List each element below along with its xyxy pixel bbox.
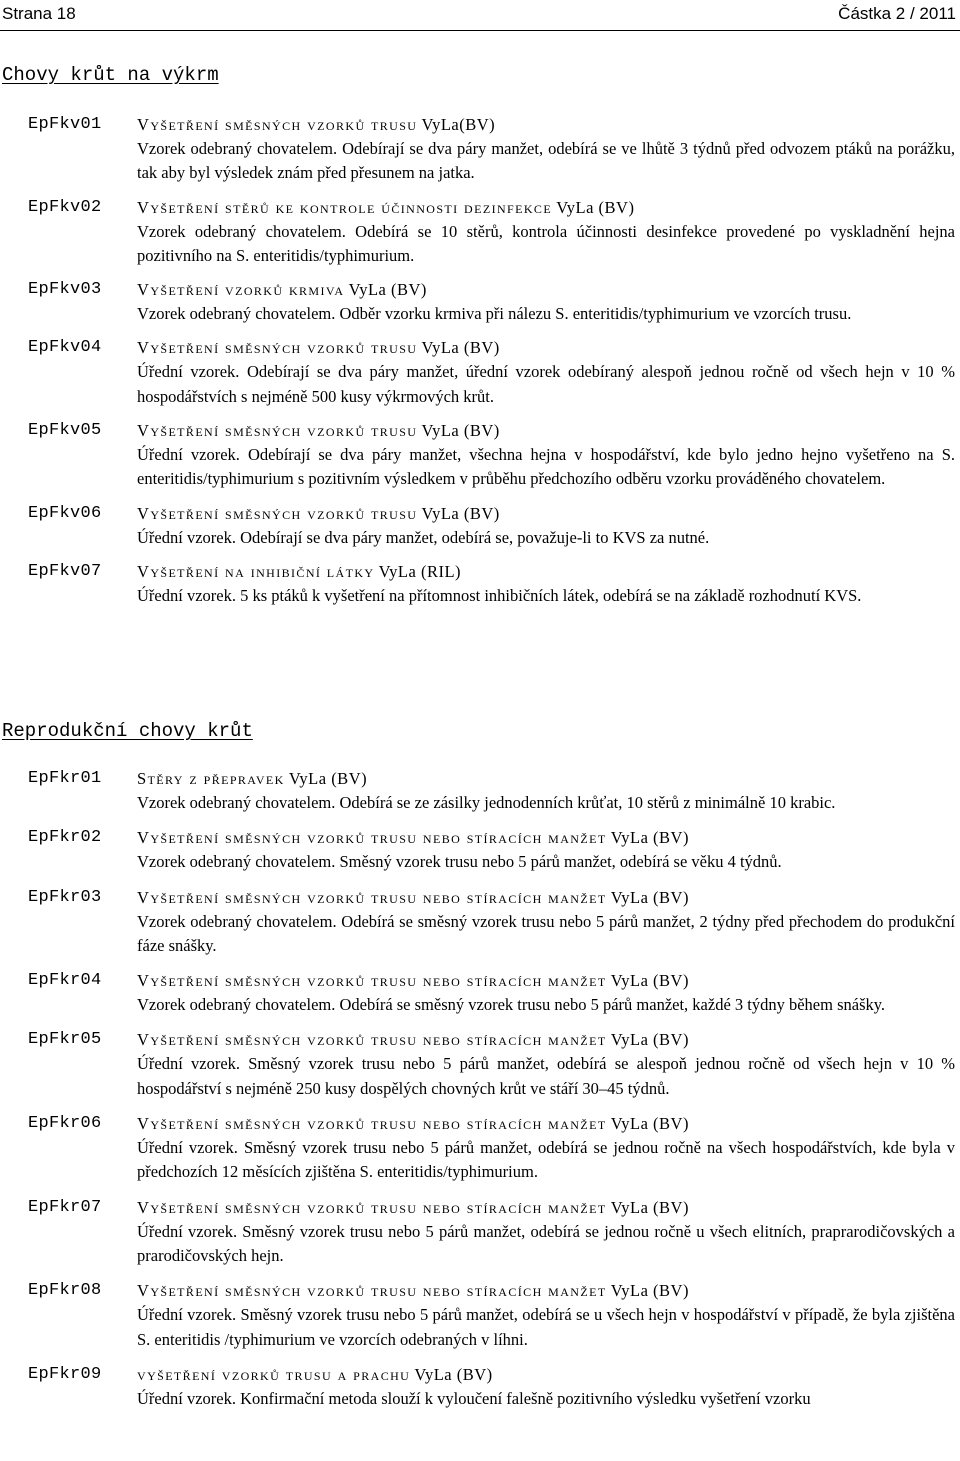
entry-heading [137,826,955,850]
entry-row [0,113,960,186]
entry-code: EpFkv05 [28,421,102,441]
lab-code: VyLa (BV) [610,828,689,848]
entry-heading [137,560,955,584]
entry-body [137,1196,955,1269]
entry-code: EpFkv02 [28,197,102,217]
entry-row [0,886,960,959]
entry-row [0,196,960,269]
entry-row [0,767,960,815]
entry-description: Vzorek odebraný chovatelem. Odebírá se 10 stěrů, kontrola účinnosti desinfekce provedené po vyskladnění hejna pozitivního na S. enteritidis/typhimurium. [137,221,955,265]
entry-body [137,1028,955,1101]
lab-code: VyLa(BV) [421,115,496,134]
entry-description: Úřední vzorek. Odebírají se dva páry manžet, odebírá se, považuje-li to KVS za nutné. [137,527,710,547]
page-number: Strana 18 [2,4,76,23]
examination-title: Vyšetření směsných vzorků trusu [137,421,418,441]
lab-code: VyLa (BV) [348,280,427,300]
entry-code: EpFkr08 [28,1281,102,1301]
entry-row [0,969,960,1017]
section-title-vykrm: Chovy krůt na výkrm [2,64,219,86]
entry-row [0,336,960,409]
entry-heading [137,1363,955,1387]
entry-body [137,826,955,874]
examination-title: vyšetření vzorků trusu a prachu [137,1364,411,1384]
entry-description: Úřední vzorek. Směsný vzorek trusu nebo 5 párů manžet, odebírá se jednou ročně u všech elitních, praprarodičovských a prarodičovských hejn. [137,1221,955,1265]
entry-code: EpFkr07 [28,1197,102,1217]
entry-code: EpFkr02 [28,828,102,848]
entry-code: EpFkv07 [28,561,102,581]
entry-body [137,419,955,492]
examination-title: Vyšetření směsných vzorků trusu [137,503,418,523]
entry-body [137,196,955,269]
entry-body [137,502,955,550]
examination-title: Vyšetření směsných vzorků trusu [137,115,418,134]
section-title-reprodukcni: Reprodukční chovy krůt [2,720,253,742]
entry-code: EpFkr01 [28,769,102,788]
entry-list-vykrm [0,113,960,618]
examination-title: Vyšetření směsných vzorků trusu nebo stíracích manžet [137,1114,607,1134]
entry-code: EpFkr09 [28,1364,102,1384]
entry-description: Úřední vzorek. Odebírají se dva páry manžet, všechna hejna v hospodářství, kde bylo jedno hejno vyšetřeno na S. enteritidis/typhimurium s pozitivním výsledkem v průběhu předchozího odběru vzorku prováděného chovatelem. [137,445,955,489]
lab-code: VyLa (BV) [421,421,500,441]
entry-code: EpFkr05 [28,1030,102,1050]
entry-heading [137,886,955,910]
entry-description: Vzorek odebraný chovatelem. Odebírá se ze zásilky jednodenních krůťat, 10 stěrů z minimálně 10 krabic. [137,793,836,812]
entry-heading [137,336,955,360]
entry-row [0,1279,960,1352]
examination-title: Vyšetření směsných vzorků trusu nebo stíracích manžet [137,971,607,991]
lab-code: VyLa (BV) [610,887,689,907]
entry-description: Úřední vzorek. Směsný vzorek trusu nebo 5 párů manžet, odebírá se jednou ročně na všech hospodářstvích, kde byla v předchozích 12 měsících zjištěna S. enteritidis/typhimurium. [137,1138,955,1182]
examination-title: Vyšetření vzorků krmiva [137,280,345,300]
examination-title: Vyšetření na inhibiční látky [137,561,375,581]
entry-description: Vzorek odebraný chovatelem. Směsný vzorek trusu nebo 5 párů manžet, odebírá se věku 4 týdnů. [137,852,782,872]
lab-code: VyLa (BV) [610,1114,689,1134]
examination-title: Vyšetření směsných vzorků trusu nebo stíracích manžet [137,1281,607,1301]
entry-heading [137,1028,955,1052]
entry-code: EpFkv01 [28,115,102,134]
entry-code: EpFkr04 [28,971,102,991]
entry-description: Úřední vzorek. Konfirmační metoda slouží k vyloučení falešně pozitivního výsledku vyšetření vzorku [137,1388,811,1408]
lab-code: VyLa (BV) [610,1281,689,1301]
lab-code: VyLa (BV) [610,1197,689,1217]
entry-row [0,1028,960,1101]
entry-description: Úřední vzorek. Směsný vzorek trusu nebo 5 párů manžet, odebírá se alespoň jednou ročně od všech hejn v 10 % hospodářství s nejméně 250 kusy dospělých chovných krůt ve stáří 30–45 týdnů. [137,1054,955,1098]
entry-row [0,502,960,550]
page-header [0,0,960,31]
entry-list-reprodukcni [0,767,960,1422]
entry-heading [137,1112,955,1136]
entry-body [137,886,955,959]
entry-body [137,969,955,1017]
entry-row [0,1112,960,1185]
lab-code: VyLa (BV) [414,1364,493,1384]
lab-code: VyLa (BV) [421,338,500,358]
entry-description: Úřední vzorek. Odebírají se dva páry manžet, úřední vzorek odebíraný alespoň jednou ročně od všech hejn v 10 % hospodářstvích s nejméně 500 kusy výkrmových krůt. [137,362,955,406]
entry-description: Vzorek odebraný chovatelem. Odběr vzorku krmiva při nálezu S. enteritidis/typhimurium ve vzorcích trusu. [137,304,852,324]
entry-body [137,767,955,815]
entry-code: EpFkr03 [28,887,102,907]
entry-heading [137,419,955,443]
entry-body [137,1112,955,1185]
entry-body [137,113,955,186]
examination-title: Stěry z přepravek [137,769,285,788]
entry-heading [137,1279,955,1303]
examination-title: Vyšetření směsných vzorků trusu nebo stíracích manžet [137,887,607,907]
entry-heading [137,278,955,302]
entry-body [137,336,955,409]
entry-description: Vzorek odebraný chovatelem. Odebírají se dva páry manžet, odebírá se ve lhůtě 3 týdnů před odvozem ptáků na porážku, tak aby byl výsledek znám před přesunem na jatka. [137,139,955,183]
examination-title: Vyšetření směsných vzorků trusu [137,338,418,358]
examination-title: Vyšetření stěrů ke kontrole účinnosti dezinfekce [137,197,553,217]
entry-heading [137,767,955,791]
lab-code: VyLa (RIL) [378,561,462,581]
examination-title: Vyšetření směsných vzorků trusu nebo stíracích manžet [137,828,607,848]
lab-code: VyLa (BV) [288,769,368,788]
entry-code: EpFkv03 [28,280,102,300]
examination-title: Vyšetření směsných vzorků trusu nebo stíracích manžet [137,1030,607,1050]
lab-code: VyLa (BV) [556,197,635,217]
entry-row [0,1196,960,1269]
lab-code: VyLa (BV) [421,503,500,523]
entry-heading [137,113,955,137]
issue-number: Částka 2 / 2011 [838,4,956,23]
entry-heading [137,969,955,993]
entry-description: Vzorek odebraný chovatelem. Odebírá se směsný vzorek trusu nebo 5 párů manžet, každé 3 týdny během snášky. [137,995,886,1015]
entry-description: Úřední vzorek. Směsný vzorek trusu nebo 5 párů manžet, odebírá se u všech hejn v hospodářství v případě, že byla zjištěna S. enteritidis /typhimurium ve vzorcích odebraných v líhni. [137,1305,955,1349]
examination-title: Vyšetření směsných vzorků trusu nebo stíracích manžet [137,1197,607,1217]
entry-heading [137,502,955,526]
entry-row [0,560,960,608]
entry-row [0,1363,960,1411]
entry-description: Úřední vzorek. 5 ks ptáků k vyšetření na přítomnost inhibičních látek, odebírá se na základě rozhodnutí KVS. [137,585,862,605]
entry-body [137,1363,955,1411]
entry-heading [137,1196,955,1220]
entry-code: EpFkr06 [28,1114,102,1134]
entry-description: Vzorek odebraný chovatelem. Odebírá se směsný vzorek trusu nebo 5 párů manžet, 2 týdny před přechodem do produkční fáze snášky. [137,911,955,955]
entry-row [0,419,960,492]
entry-code: EpFkv06 [28,503,102,523]
entry-body [137,1279,955,1352]
lab-code: VyLa (BV) [610,971,689,991]
entry-row [0,278,960,326]
entry-row [0,826,960,874]
entry-body [137,560,955,608]
entry-body [137,278,955,326]
entry-heading [137,196,955,220]
entry-code: EpFkv04 [28,338,102,358]
lab-code: VyLa (BV) [610,1030,689,1050]
